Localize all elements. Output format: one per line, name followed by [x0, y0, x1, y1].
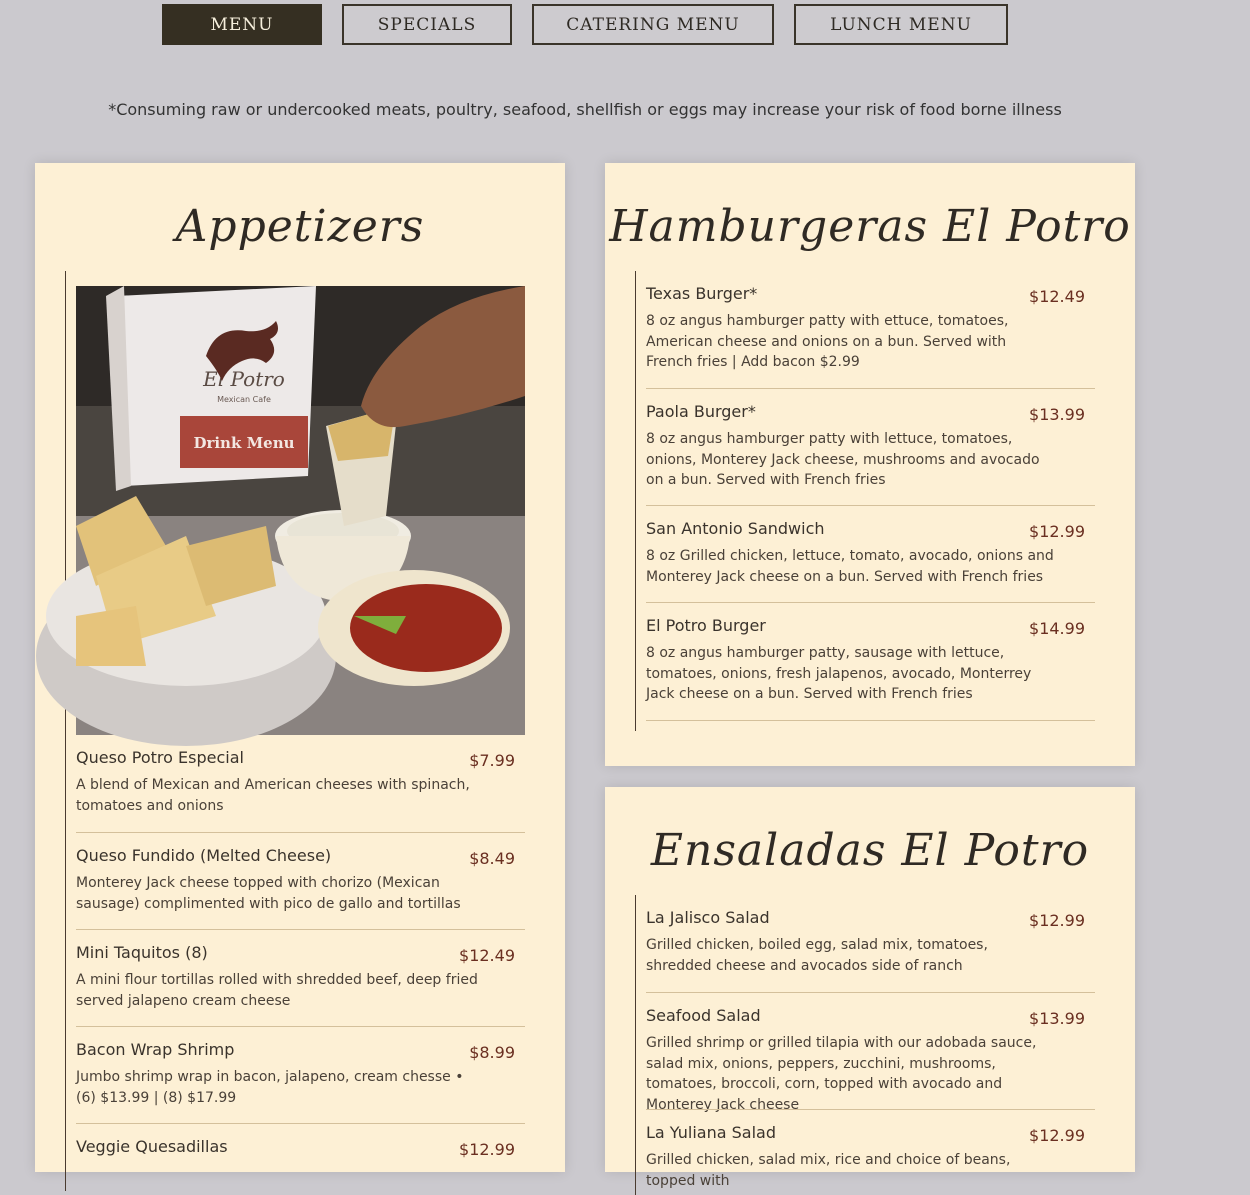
hamburgers-card [605, 163, 1135, 766]
item-name: El Potro Burger [646, 616, 766, 635]
list-item [646, 616, 1095, 705]
item-description: Grilled chicken, salad mix, rice and choice of beans, topped with [646, 1152, 1011, 1189]
appetizers-title: Appetizers [175, 201, 425, 252]
item-name: Mini Taquitos (8) [76, 943, 208, 962]
item-price: $8.49 [469, 849, 515, 868]
item-name: San Antonio Sandwich [646, 519, 825, 538]
item-name: La Jalisco Salad [646, 908, 770, 927]
box-subtitle: Mexican Cafe [217, 395, 271, 404]
item-description: Grilled chicken, boiled egg, salad mix, tomatoes, shredded cheese and avocados side of ranch [646, 937, 988, 974]
item-description: A mini flour tortillas rolled with shredded beef, deep fried served jalapeno cream cheese [76, 972, 478, 1009]
item-price: $7.99 [469, 751, 515, 770]
item-price: $13.99 [1029, 1009, 1085, 1028]
item-divider [646, 388, 1095, 389]
appetizer-photo [76, 286, 525, 735]
appetizers-rail [65, 271, 66, 1191]
tab-lunch-menu[interactable]: LUNCH MENU [794, 4, 1008, 45]
list-item [76, 748, 525, 816]
menu-tabs [0, 4, 1250, 50]
item-description: Grilled shrimp or grilled tilapia with our adobada sauce, salad mix, onions, peppers, zucchini, mushrooms, tomatoes, broccoli, corn, topped with avocado and Monterey Jack cheese [646, 1035, 1037, 1113]
item-name: Veggie Quesadillas [76, 1137, 228, 1156]
item-description: A blend of Mexican and American cheeses with spinach, tomatoes and onions [76, 777, 470, 814]
list-item [76, 943, 525, 1011]
item-description: Monterey Jack cheese topped with chorizo (Mexican sausage) complimented with pico de gallo and tortillas [76, 875, 461, 912]
list-item [646, 284, 1095, 373]
item-divider [646, 1109, 1095, 1110]
item-divider [646, 602, 1095, 603]
box-title: El Potro [203, 367, 285, 391]
item-description: 8 oz angus hamburger patty with ettuce, tomatoes, American cheese and onions on a bun. Served with French fries | Add bacon $2.99 [646, 313, 1009, 370]
list-item [76, 1040, 525, 1108]
item-price: $8.99 [469, 1043, 515, 1062]
item-divider [76, 1026, 525, 1027]
list-item [76, 846, 525, 914]
list-item [646, 519, 1095, 587]
item-name: Queso Potro Especial [76, 748, 244, 767]
list-item [646, 908, 1095, 976]
item-name: La Yuliana Salad [646, 1123, 776, 1142]
hamburgers-title: Hamburgeras El Potro [609, 201, 1131, 252]
item-description: 8 oz angus hamburger patty with lettuce, tomatoes, onions, Monterey Jack cheese, mushrooms and avocado on a bun. Served with French fries [646, 431, 1040, 488]
item-name: Texas Burger* [646, 284, 758, 303]
item-description: Jumbo shrimp wrap in bacon, jalapeno, cream chesse • (6) $13.99 | (8) $17.99 [76, 1069, 464, 1106]
tab-specials[interactable]: SPECIALS [342, 4, 512, 45]
item-price: $14.99 [1029, 619, 1085, 638]
item-divider [646, 505, 1095, 506]
item-name: Queso Fundido (Melted Cheese) [76, 846, 332, 865]
item-description: 8 oz Grilled chicken, lettuce, tomato, avocado, onions and Monterey Jack cheese on a bun. Served with French fries [646, 548, 1054, 585]
item-price: $12.99 [1029, 522, 1085, 541]
list-item [646, 402, 1095, 491]
item-price: $12.49 [459, 946, 515, 965]
appetizers-card [35, 163, 565, 1172]
item-description: 8 oz angus hamburger patty, sausage with lettuce, tomatoes, onions, fresh jalapenos, avocado, Monterrey Jack cheese on a bun. Served with French fries [646, 645, 1032, 702]
list-item [646, 1006, 1095, 1115]
item-divider [646, 992, 1095, 993]
tab-menu[interactable]: MENU [162, 4, 322, 45]
item-price: $12.99 [1029, 1126, 1085, 1145]
tab-catering-menu[interactable]: CATERING MENU [532, 4, 774, 45]
item-price: $12.99 [1029, 911, 1085, 930]
salads-rail [635, 895, 636, 1195]
item-price: $12.49 [1029, 287, 1085, 306]
item-price: $12.99 [459, 1140, 515, 1159]
item-divider [76, 832, 525, 833]
box-label: Drink Menu [193, 434, 295, 452]
hamburgers-rail [635, 271, 636, 731]
item-divider [76, 929, 525, 930]
item-name: Bacon Wrap Shrimp [76, 1040, 235, 1059]
item-price: $13.99 [1029, 405, 1085, 424]
item-name: Seafood Salad [646, 1006, 761, 1025]
list-item [76, 1137, 525, 1163]
chips-and-dip-illustration [76, 286, 525, 735]
salads-card [605, 787, 1135, 1189]
item-divider [646, 720, 1095, 721]
item-divider [76, 1123, 525, 1124]
salads-title: Ensaladas El Potro [650, 825, 1090, 876]
item-name: Paola Burger* [646, 402, 756, 421]
list-item [646, 1123, 1095, 1191]
food-safety-warning: *Consuming raw or undercooked meats, poultry, seafood, shellfish or eggs may increase your risk of food borne illness [108, 100, 1062, 119]
